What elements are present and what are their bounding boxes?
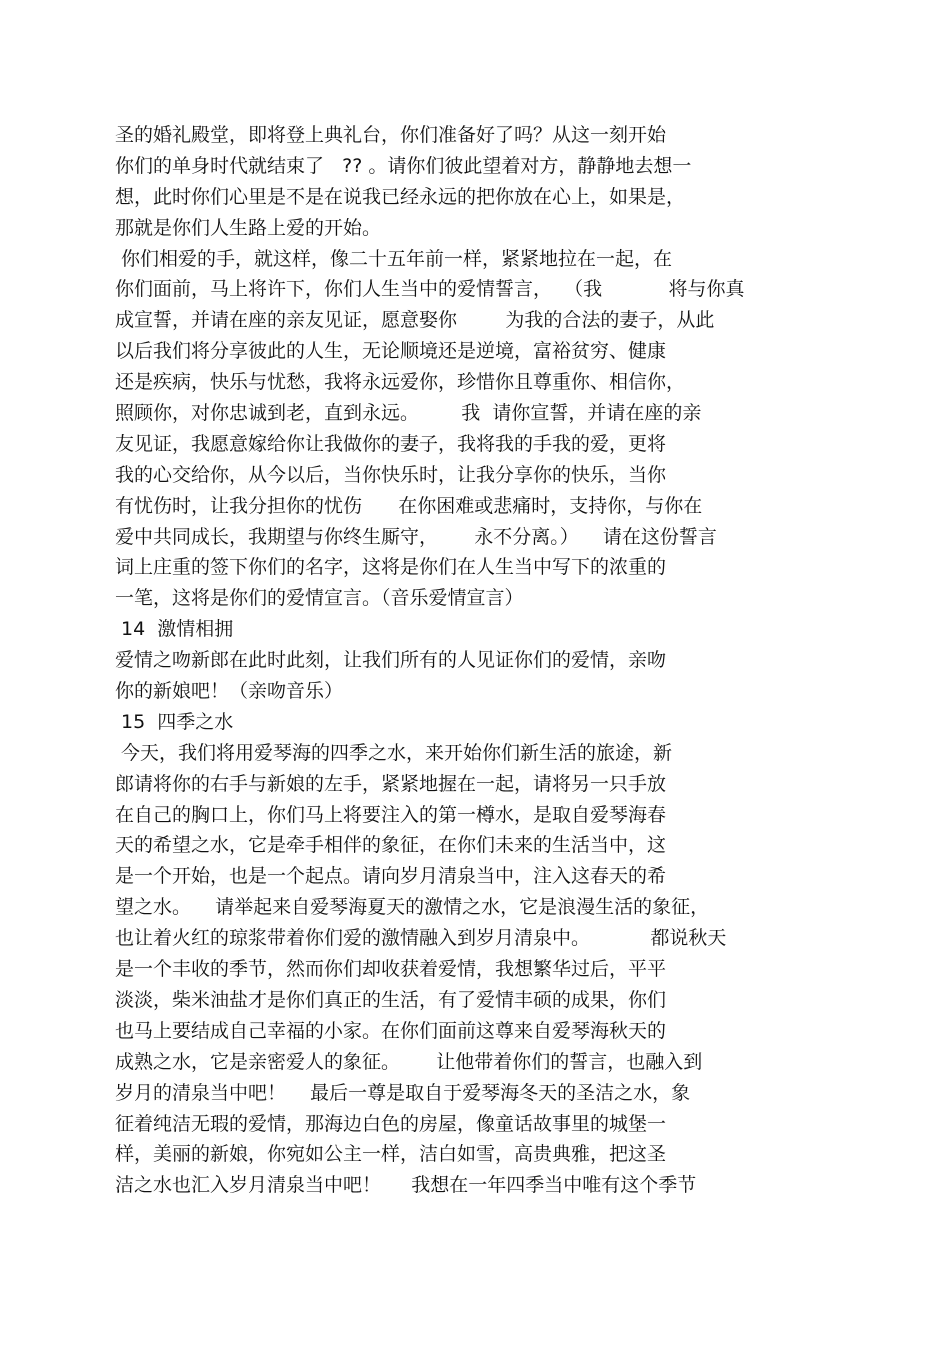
text-line: 是一个开始，也是一个起点。请向岁月清泉当中，注入这春天的希	[115, 865, 667, 888]
text-line: 14 激情相拥	[115, 618, 234, 641]
text-line: 爱中共同成长，我期望与你终生厮守， 永不分离。） 请在这份誓言	[115, 525, 717, 548]
text-line: 以后我们将分享彼此的人生，无论顺境还是逆境，富裕贫穷、健康	[115, 340, 667, 363]
text-line: 你们面前，马上将许下，你们人生当中的爱情誓言， （我 将与你真	[115, 278, 745, 301]
text-line: 成熟之水，它是亲密爱人的象征。 让他带着你们的誓言，也融入到	[115, 1050, 703, 1073]
text-line: 洁之水也汇入岁月清泉当中吧！ 我想在一年四季当中唯有这个季节	[115, 1174, 697, 1197]
text-line: 爱情之吻新郎在此时此刻，让我们所有的人见证你们的爱情，亲吻	[115, 649, 667, 672]
text-line: 圣的婚礼殿堂，即将登上典礼台，你们准备好了吗？从这一刻开始	[115, 124, 667, 146]
text-line: 还是疾病，快乐与忧愁，我将永远爱你，珍惜你且尊重你、相信你，	[115, 371, 686, 394]
text-line: 我的心交给你，从今以后，当你快乐时，让我分享你的快乐，当你	[115, 463, 667, 486]
text-line: 今天，我们将用爱琴海的四季之水，来开始你们新生活的旅途，新	[115, 741, 673, 764]
text-line: 郎请将你的右手与新娘的左手，紧紧地握在一起，请将另一只手放	[115, 772, 667, 795]
text-line: 也马上要结成自己幸福的小家。在你们面前这尊来自爱琴海秋天的	[115, 1019, 667, 1042]
text-line: 一笔，这将是你们的爱情宣言。（音乐爱情宣言）	[115, 587, 524, 610]
text-line: 岁月的清泉当中吧！ 最后一尊是取自于爱琴海冬天的圣洁之水，象	[115, 1081, 691, 1104]
text-line: 那就是你们人生路上爱的开始。	[115, 216, 382, 239]
text-line: 成宣誓，并请在座的亲友见证，愿意娶你 为我的合法的妻子，从此	[115, 309, 715, 332]
text-line: 望之水。 请举起来自爱琴海夏天的激情之水，它是浪漫生活的象征，	[115, 896, 710, 919]
body-text	[115, 120, 825, 1201]
text-line: 友见证，我愿意嫁给你让我做你的妻子，我将我的手我的爱，更将	[115, 432, 667, 455]
text-line: 照顾你，对你忠诚到老，直到永远。 我 请你宣誓，并请在座的亲	[115, 402, 702, 425]
text-line: 在自己的胸口上，你们马上将要注入的第一樽水，是取自爱琴海春	[115, 803, 667, 826]
text-line: 有忧伤时，让我分担你的忧伤 在你困难或悲痛时，支持你，与你在	[115, 494, 703, 517]
text-line: 也让着火红的琼浆带着你们爱的激情融入到岁月清泉中。 都说秋天	[115, 927, 727, 950]
text-line: 天的希望之水，它是牵手相伴的象征，在你们未来的生活当中，这	[115, 834, 667, 857]
text-line: 征着纯洁无瑕的爱情，那海边白色的房屋，像童话故事里的城堡一	[115, 1112, 667, 1135]
text-line: 15 四季之水	[115, 710, 234, 733]
text-line: 词上庄重的签下你们的名字，这将是你们在人生当中写下的浓重的	[115, 556, 667, 579]
text-line: 想，此时你们心里是不是在说我已经永远的把你放在心上，如果是，	[115, 185, 686, 208]
text-line: 是一个丰收的季节，然而你们却收获着爱情，我想繁华过后，平平	[115, 958, 667, 981]
text-line: 样，美丽的新娘，你宛如公主一样，洁白如雪，高贵典雅，把这圣	[115, 1143, 667, 1166]
text-line: 你们相爱的手，就这样，像二十五年前一样，紧紧地拉在一起，在	[115, 247, 673, 270]
text-line: 你们的单身时代就结束了 ?? 。请你们彼此望着对方，静静地去想一	[115, 154, 692, 177]
text-line: 你的新娘吧！（亲吻音乐）	[115, 680, 344, 703]
text-line: 淡淡，柴米油盐才是你们真正的生活，有了爱情丰硕的成果，你们	[115, 988, 667, 1011]
